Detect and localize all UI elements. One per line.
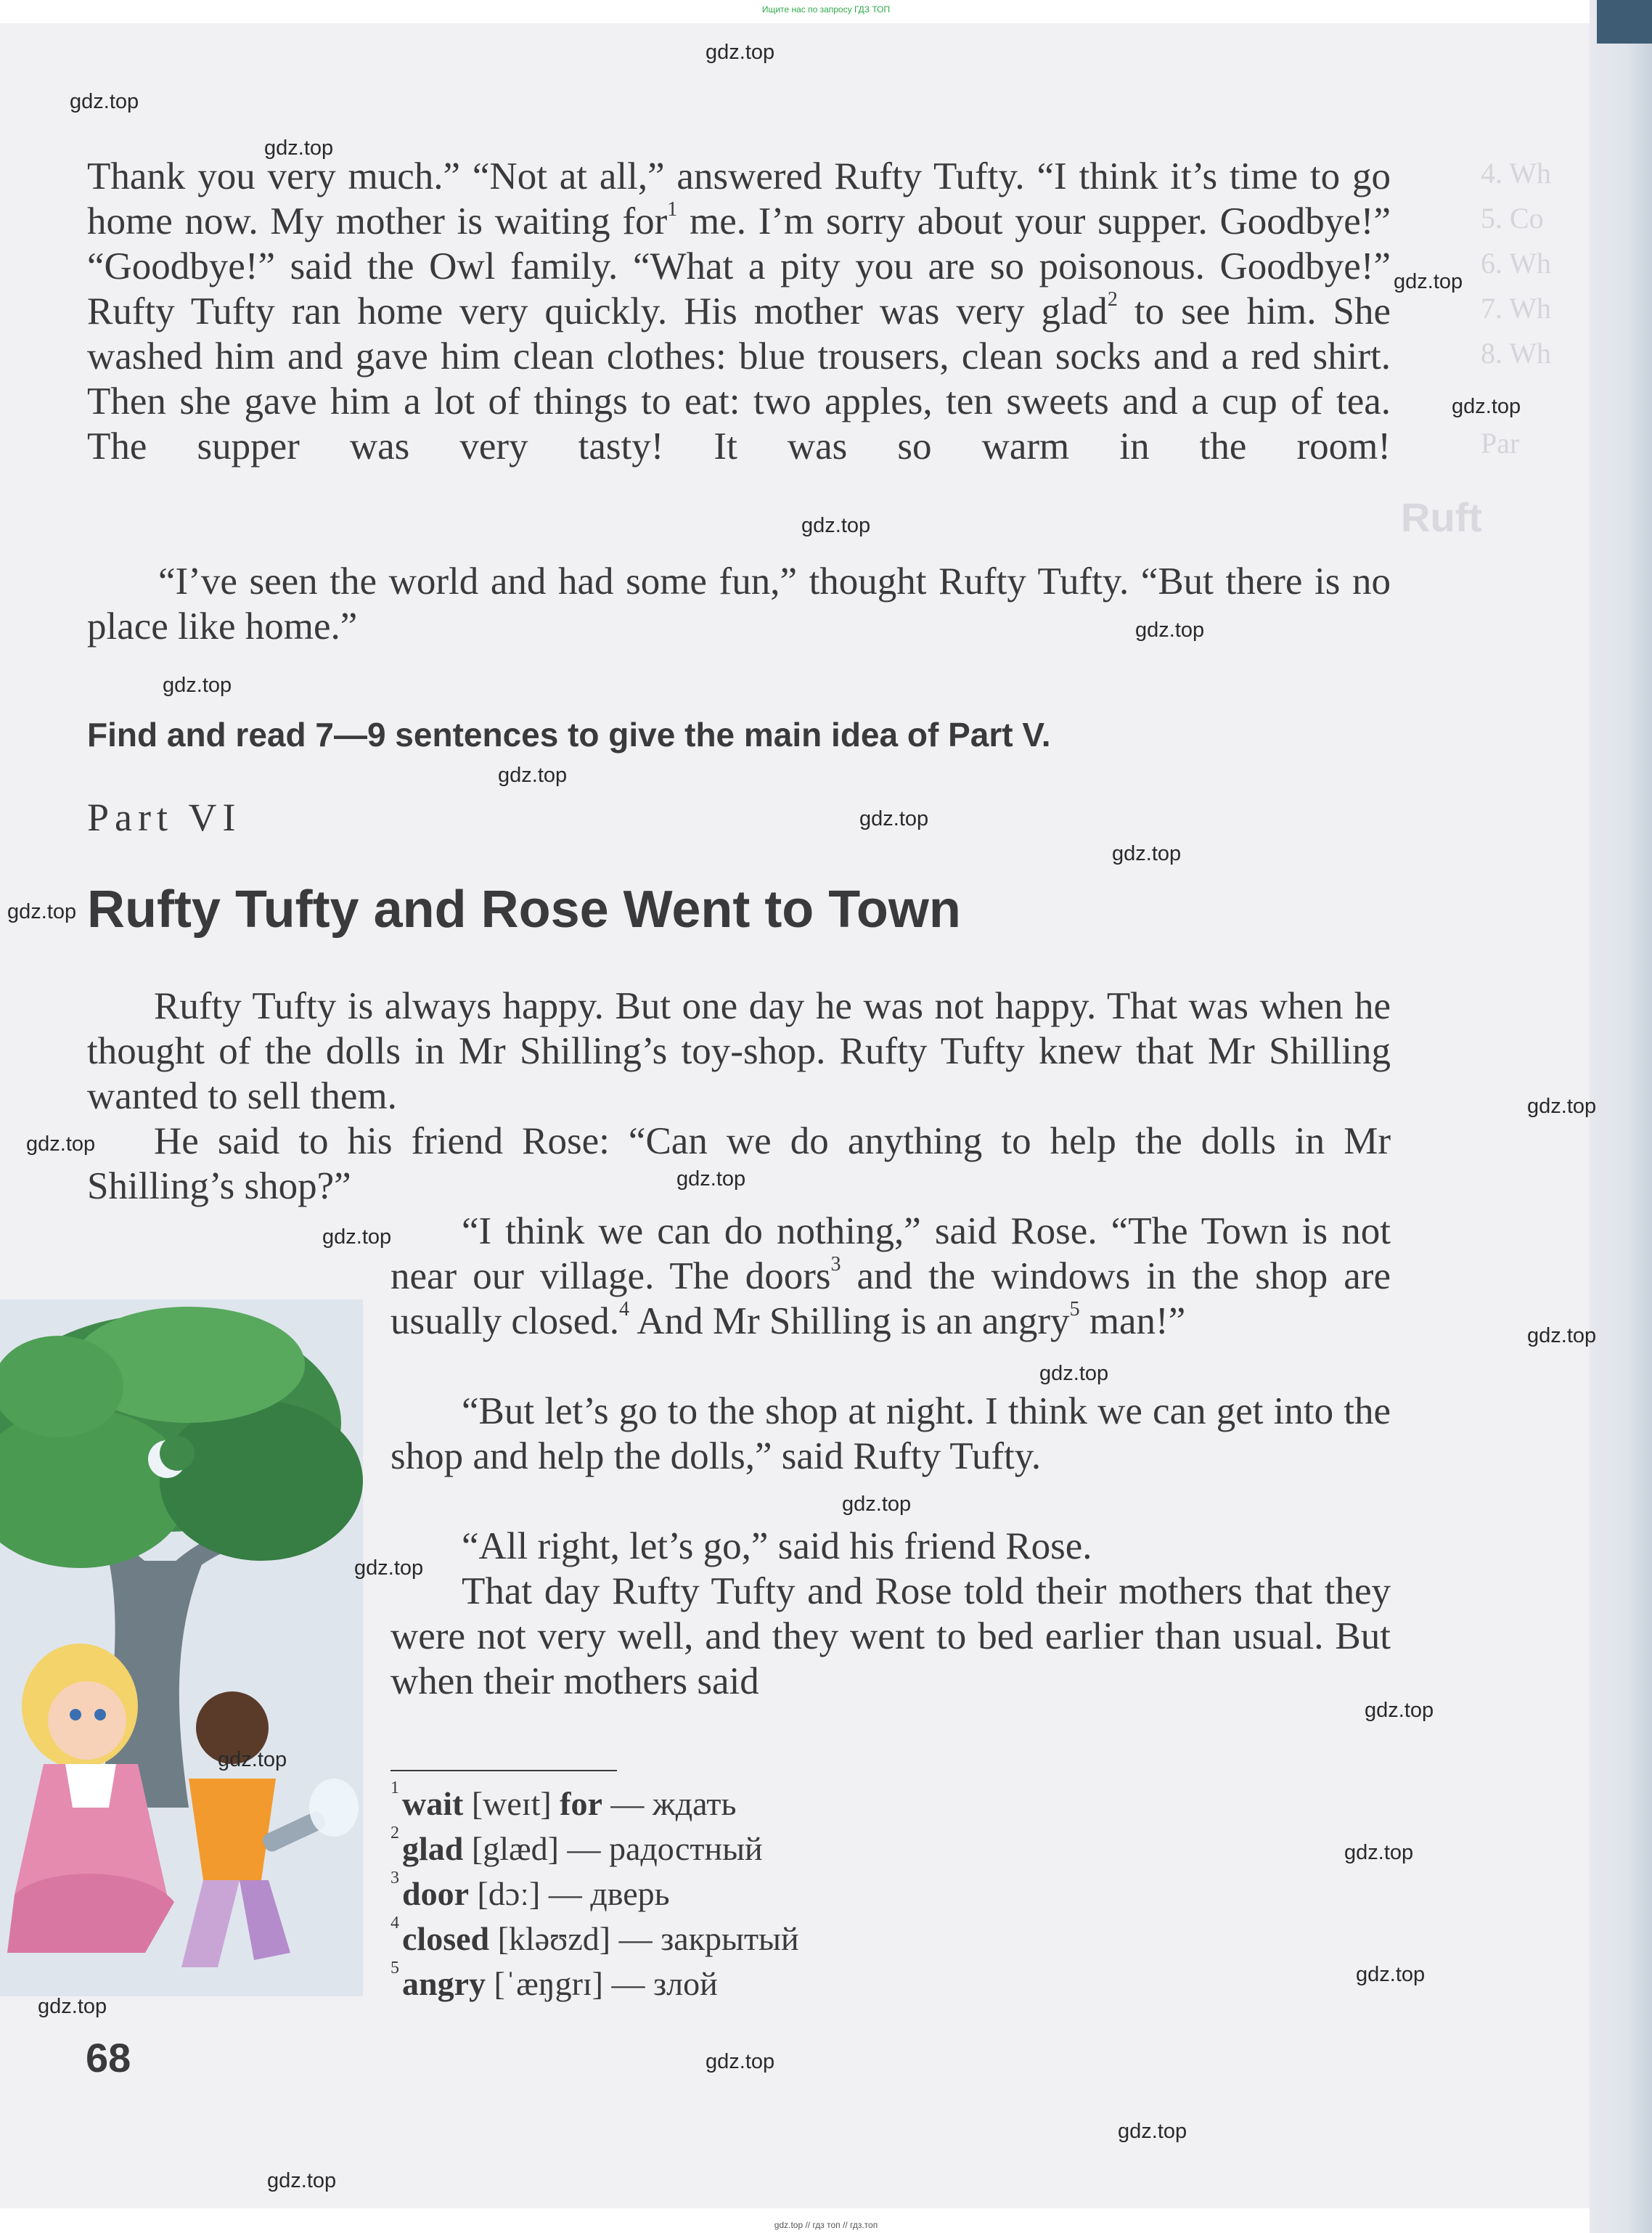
footnote-number: 5: [390, 1958, 399, 1977]
watermark: gdz.top: [706, 41, 775, 64]
footnote-ref: 5: [1069, 1298, 1080, 1321]
story-paragraph: “I’ve seen the world and had some fun,” thought Rufty Tufty. “But there is no place like home.”: [87, 560, 1391, 648]
footnote-word: glad: [402, 1830, 464, 1867]
watermark: gdz.top: [26, 1132, 96, 1156]
footnote-transcription: [weɪt]: [471, 1785, 552, 1822]
watermark: gdz.top: [1394, 270, 1463, 293]
footnote-item: [390, 1958, 799, 2007]
watermark: gdz.top: [7, 900, 77, 923]
footnote-word: wait: [402, 1785, 464, 1822]
watermark: gdz.top: [706, 2050, 775, 2073]
ghost-part: Par: [1481, 427, 1520, 460]
watermark: gdz.top: [163, 674, 232, 697]
story-paragraph: “But let’s go to the shop at night. I think we can get into the shop and help the dolls,” said Rufty Tufty.: [390, 1390, 1391, 1477]
footnotes: [390, 1778, 799, 2007]
story-paragraph: [87, 154, 1391, 469]
footnote-ref: 3: [830, 1253, 841, 1276]
footnote-meaning: дверь: [590, 1875, 670, 1912]
watermark: gdz.top: [676, 1167, 746, 1191]
watermark: gdz.top: [264, 136, 334, 160]
footnote-ref: 4: [619, 1298, 629, 1321]
footnote-number: 4: [390, 1913, 399, 1932]
story-text: to see him. She washed him and gave him clean clothes: blue trousers, clean socks and a red shirt. Then she gave him a lot of things to eat: two apples, ten sweets and a cup of tea. The supper was very tasty! It was so warm in the room!: [87, 290, 1391, 468]
footnote-word-extra: for: [560, 1785, 602, 1822]
footnote-item: [390, 1823, 799, 1871]
footnote-number: 2: [390, 1823, 399, 1842]
ghost-list-item: 4. Wh: [1481, 157, 1552, 189]
footnote-dash: —: [610, 1785, 645, 1822]
watermark: gdz.top: [1527, 1324, 1597, 1347]
footnote-dash: —: [618, 1920, 653, 1957]
watermark: gdz.top: [1135, 619, 1205, 642]
story-text: me. I’m sorry about your supper. Goodbye!” “Goodbye!” said the Owl family. “What a pity you are so poisonous. Goodbye!” Rufty Tufty ran home very quickly. His mother was very glad: [87, 200, 1391, 332]
watermark: gdz.top: [38, 1995, 107, 2018]
footnote-meaning: радостный: [608, 1830, 763, 1867]
ghost-list-item: 7. Wh: [1481, 292, 1552, 324]
story-paragraph: Rufty Tufty is always happy. But one day he was not happy. That was when he thought of the dolls in Mr Shilling’s toy-shop. Rufty Tufty knew that Mr Shilling wanted to sell them.: [87, 985, 1391, 1117]
ghost-heading: Ruft: [1401, 494, 1482, 540]
footnote-transcription: [ˈæŋgrɪ]: [494, 1965, 603, 2002]
watermark: gdz.top: [267, 2169, 337, 2192]
part-label: Part VI: [87, 796, 242, 839]
footnote-word: door: [402, 1875, 469, 1912]
ghost-list-item: 8. Wh: [1481, 337, 1552, 370]
watermark: gdz.top: [218, 1748, 287, 1771]
watermark: gdz.top: [1112, 842, 1182, 865]
footnote-rule: [390, 1770, 617, 1771]
footnote-ref: 2: [1107, 288, 1118, 311]
watermark: gdz.top: [1356, 1963, 1426, 1986]
book-gutter: [1590, 0, 1652, 2233]
footnote-ref: 1: [667, 198, 678, 221]
footnote-number: 1: [390, 1778, 399, 1797]
footnote-meaning: ждать: [652, 1785, 737, 1822]
footnote-meaning: злой: [653, 1965, 718, 2002]
bottom-banner[interactable]: gdz.top // гдз топ // гдз.топ: [774, 2220, 878, 2230]
footnote-word: closed: [402, 1920, 490, 1957]
watermark: gdz.top: [842, 1493, 912, 1516]
story-text: and the windows in the shop are usually closed.: [390, 1255, 1391, 1342]
story-paragraph: “All right, let’s go,” said his friend Rose.: [462, 1525, 1092, 1567]
ghost-list-item: 6. Wh: [1481, 247, 1552, 279]
footnote-meaning: закрытый: [661, 1920, 799, 1957]
footnote-transcription: [glæd]: [471, 1830, 559, 1867]
watermark: gdz.top: [70, 90, 139, 113]
watermark: gdz.top: [1452, 395, 1521, 418]
footnote-number: 3: [390, 1868, 399, 1887]
watermark: gdz.top: [801, 514, 871, 537]
top-banner[interactable]: Ищите нас по запросу ГДЗ ТОП: [761, 4, 891, 15]
footnote-word: angry: [402, 1965, 486, 2002]
watermark: gdz.top: [322, 1225, 392, 1249]
footnote-transcription: [kləʊzd]: [497, 1920, 611, 1957]
watermark: gdz.top: [1118, 2120, 1187, 2143]
chapter-heading: Rufty Tufty and Rose Went to Town: [87, 881, 961, 939]
story-paragraph: [390, 1209, 1391, 1344]
footnote-item: [390, 1868, 799, 1916]
story-text: Thank you very much.” “Not at all,” answered Rufty Tufty. “I think it’s time to go home now. My mother is waiting for: [87, 155, 1391, 242]
footnote-item: [390, 1778, 799, 1826]
footnote-dash: —: [567, 1830, 601, 1867]
watermark: gdz.top: [1344, 1841, 1414, 1864]
watermark: gdz.top: [498, 764, 568, 787]
ghost-list-item: 5. Co: [1481, 202, 1544, 234]
watermark: gdz.top: [1365, 1699, 1434, 1722]
watermark: gdz.top: [354, 1556, 424, 1580]
footnote-dash: —: [611, 1965, 645, 2002]
watermark: gdz.top: [1527, 1095, 1597, 1118]
story-text: And Mr Shilling is an angry: [629, 1300, 1070, 1342]
story-text: “I think we can do nothing,” said Rose. “The Town is not near our village. The doors: [390, 1210, 1391, 1297]
story-paragraph: That day Rufty Tufty and Rose told their mothers that they were not very well, and they went to bed earlier than usual. But when their mothers said: [390, 1570, 1391, 1702]
footnote-dash: —: [548, 1875, 582, 1912]
footnote-item: [390, 1913, 799, 1961]
page-number: 68: [86, 2035, 131, 2081]
story-paragraph: He said to his friend Rose: “Can we do anything to help the dolls in Mr Shilling’s shop?”: [87, 1120, 1391, 1207]
watermark: gdz.top: [1039, 1362, 1109, 1385]
illustration-children-under-tree: [0, 1299, 363, 1996]
task-instruction: Find and read 7—9 sentences to give the main idea of Part V.: [87, 716, 1051, 754]
story-text: man!”: [1079, 1300, 1186, 1342]
footnote-transcription: [dɔː]: [477, 1875, 541, 1912]
watermark: gdz.top: [859, 807, 929, 830]
